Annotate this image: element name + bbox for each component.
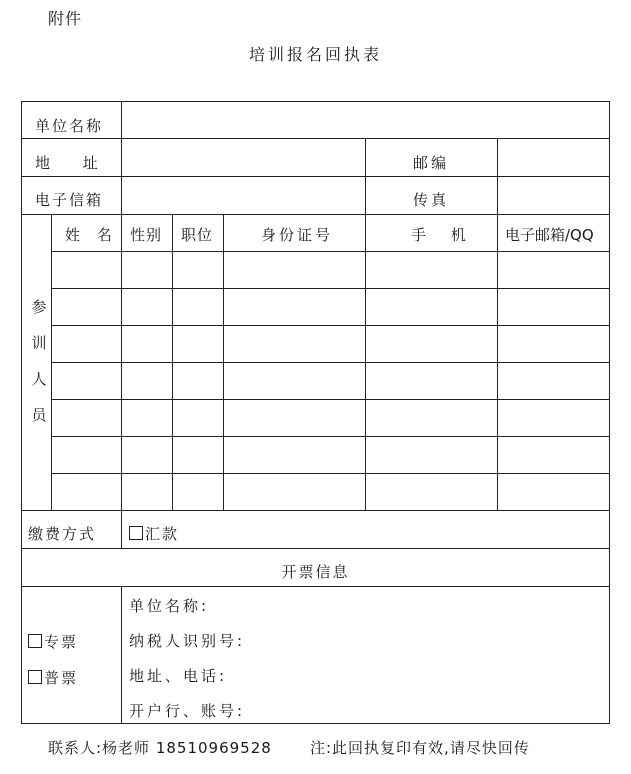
col-divider xyxy=(172,214,173,510)
col-divider xyxy=(497,214,498,510)
address-label: 地 址 xyxy=(35,154,112,172)
column-header-email-qq: 电子邮箱/QQ xyxy=(505,226,594,244)
col-divider xyxy=(223,214,224,510)
invoice-field-org-name: 单位名称: xyxy=(129,597,210,615)
column-header-name: 姓 名 xyxy=(65,226,118,244)
postcode-label: 邮编 xyxy=(413,154,450,172)
row-divider xyxy=(51,251,610,252)
row-divider xyxy=(51,362,610,363)
invoice-type-special[interactable] xyxy=(28,632,78,652)
attachment-label: 附件 xyxy=(48,9,83,28)
invoice-field-tax-id: 纳税人识别号: xyxy=(129,632,246,650)
participants-char: 参 xyxy=(31,298,47,316)
checkbox-icon[interactable] xyxy=(28,670,42,684)
col-divider xyxy=(121,586,122,724)
row-divider xyxy=(21,214,610,215)
column-header-gender: 性别 xyxy=(130,226,163,244)
col-divider xyxy=(121,510,122,548)
col-divider xyxy=(365,214,366,510)
email-label: 电子信箱 xyxy=(35,191,104,209)
col-divider xyxy=(121,214,122,510)
participants-char: 训 xyxy=(31,334,47,352)
column-header-mobile: 手 机 xyxy=(411,226,476,244)
column-header-position: 职位 xyxy=(181,226,214,244)
row-divider xyxy=(51,436,610,437)
table-frame xyxy=(21,101,610,724)
registration-table xyxy=(21,101,610,724)
invoice-field-address-phone: 地址、电话: xyxy=(129,667,228,685)
invoice-header: 开票信息 xyxy=(281,563,350,581)
checkbox-icon[interactable] xyxy=(28,634,42,648)
row-divider xyxy=(21,176,610,177)
participants-label xyxy=(29,297,49,441)
payment-option-label: 汇款 xyxy=(145,525,180,543)
row-divider xyxy=(51,473,610,474)
row-divider xyxy=(21,138,610,139)
org-name-label: 单位名称 xyxy=(35,117,104,135)
row-divider xyxy=(51,288,610,289)
row-divider xyxy=(21,510,610,511)
invoice-type-label: 普票 xyxy=(44,669,79,687)
invoice-type-label: 专票 xyxy=(44,633,79,651)
row-divider xyxy=(51,399,610,400)
col-divider xyxy=(365,138,366,214)
col-divider xyxy=(121,101,122,214)
col-divider xyxy=(497,138,498,214)
row-divider xyxy=(51,325,610,326)
row-divider xyxy=(21,586,610,587)
participants-char: 员 xyxy=(31,406,47,424)
participants-char: 人 xyxy=(31,370,47,388)
payment-label: 缴费方式 xyxy=(28,525,97,543)
contact-text: 联系人:杨老师 18510969528 xyxy=(48,739,272,757)
payment-option[interactable] xyxy=(129,524,179,544)
col-divider xyxy=(51,214,52,510)
invoice-type-normal[interactable] xyxy=(28,668,78,688)
row-divider xyxy=(21,548,610,549)
invoice-field-bank-account: 开户行、账号: xyxy=(129,702,246,720)
form-title: 培训报名回执表 xyxy=(248,45,382,64)
note-text: 注:此回执复印有效,请尽快回传 xyxy=(310,739,530,757)
column-header-id-number: 身份证号 xyxy=(261,226,334,244)
checkbox-icon[interactable] xyxy=(129,526,143,540)
fax-label: 传真 xyxy=(413,191,450,209)
